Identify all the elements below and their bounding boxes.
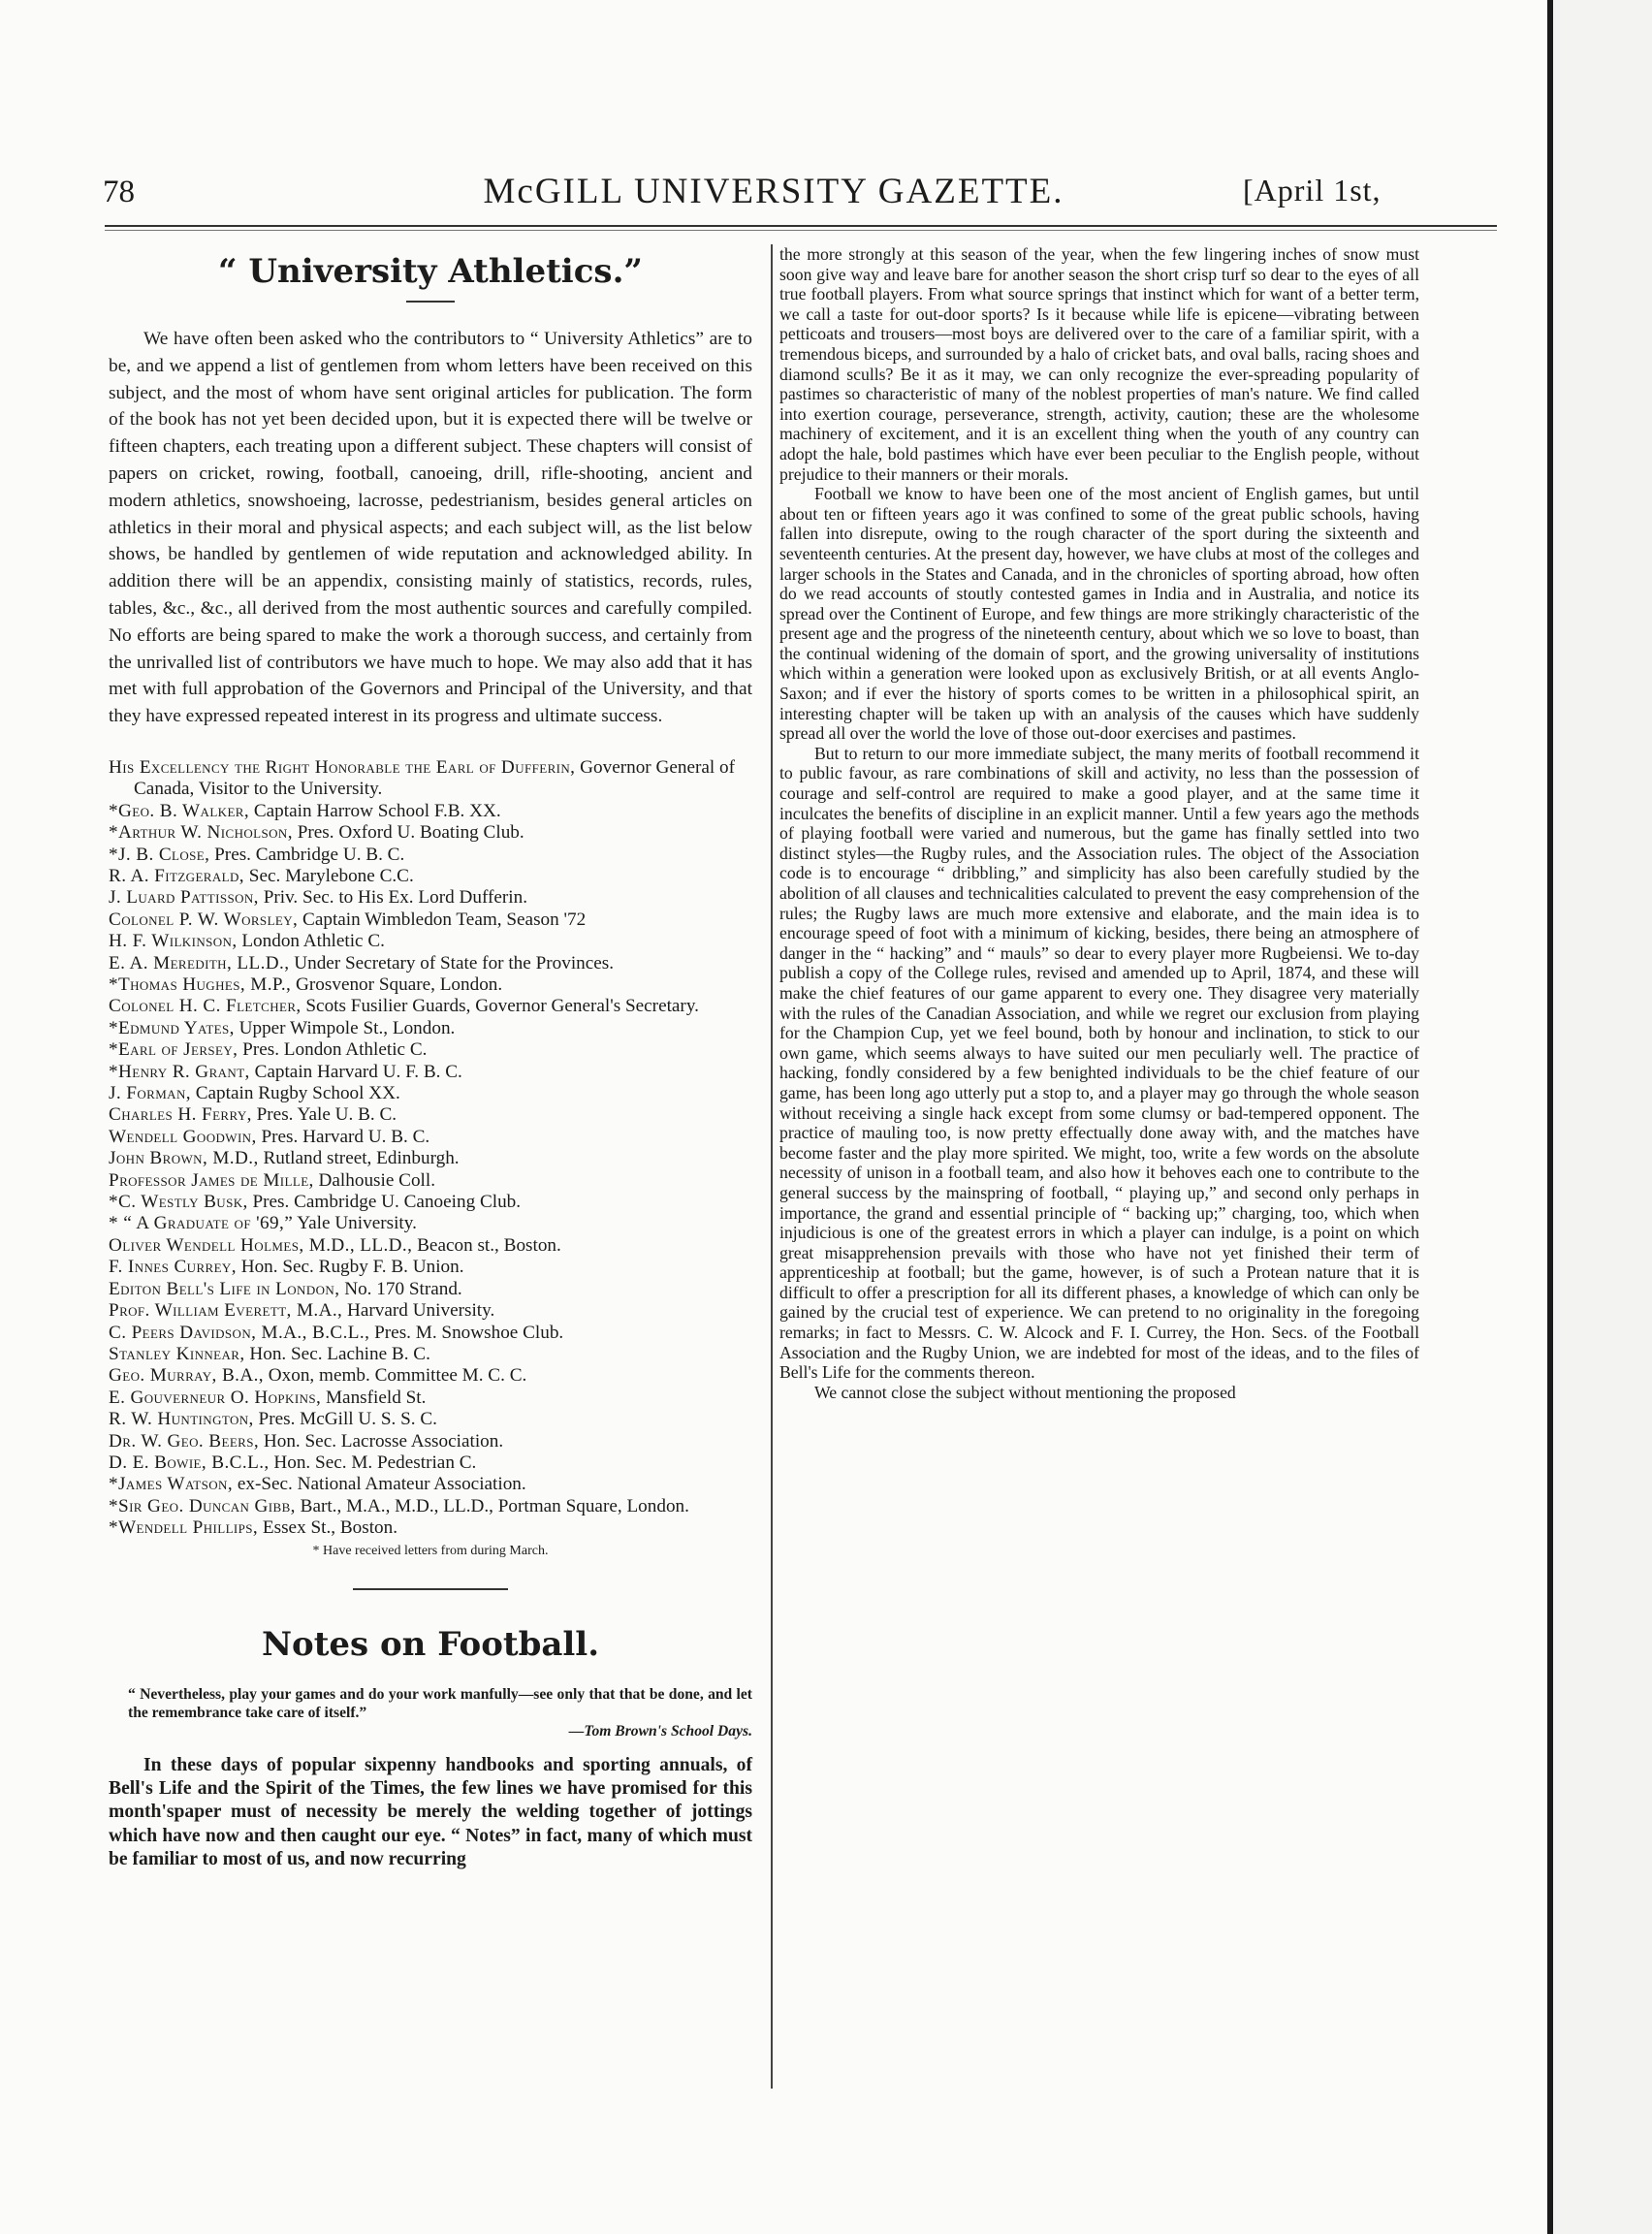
contributor-name: *Henry R. Grant, <box>109 1061 250 1082</box>
contributor-entry <box>109 1431 752 1452</box>
contributor-name: Oliver Wendell Holmes, M.D., LL.D., <box>109 1234 413 1256</box>
contributor-entry <box>109 1192 752 1213</box>
contributor-name: Colonel H. C. Fletcher, <box>109 996 302 1017</box>
contributor-name: Stanley Kinnear, <box>109 1343 245 1364</box>
contributor-entry <box>109 1104 752 1126</box>
contributor-name: D. E. Bowie, B.C.L., <box>109 1452 270 1473</box>
contributor-entry <box>109 974 752 996</box>
contributor-detail: Essex St., Boston. <box>258 1517 398 1539</box>
contributor-name: J. Luard Pattisson, <box>109 887 259 909</box>
contributor-name: R. A. Fitzgerald, <box>109 865 244 886</box>
contributor-detail: Captain Rugby School XX. <box>190 1083 400 1104</box>
contributor-detail: Hon. Sec. Rugby F. B. Union. <box>236 1257 464 1278</box>
contributor-entry <box>109 1517 752 1539</box>
contributor-detail: Sec. Marylebone C.C. <box>243 865 414 886</box>
contributor-entry <box>109 1039 752 1061</box>
section-title-football: Notes on Football. <box>261 1624 600 1664</box>
contributor-entry <box>109 1388 752 1409</box>
contributor-name: Colonel P. W. Worsley, <box>109 909 299 930</box>
contributor-entry <box>109 1300 752 1322</box>
header-rule-thin <box>105 230 1497 231</box>
contributor-name: Dr. W. Geo. Beers, <box>109 1430 260 1452</box>
contributor-detail: ex-Sec. National Amateur Association. <box>233 1474 526 1495</box>
contributor-name: *Arthur W. Nicholson, <box>109 822 293 844</box>
contributor-entry <box>109 1213 752 1234</box>
contributor-name: His Excellency the Right Honorable the Earl of Dufferin, <box>109 756 576 778</box>
contributor-entry <box>109 1083 752 1104</box>
contributor-detail: Hon. Sec. M. Pedestrian C. <box>269 1452 477 1473</box>
contributor-detail: Rutland street, Edinburgh. <box>258 1148 460 1169</box>
contributor-entry <box>109 1474 752 1495</box>
contributor-detail: Dalhousie Coll. <box>313 1169 435 1191</box>
title-rule <box>406 301 455 303</box>
contributor-name: *Earl of Jersey, <box>109 1039 238 1061</box>
contributor-detail: Oxon, memb. Committee M. C. C. <box>264 1365 527 1387</box>
footnote: * Have received letters from during March. <box>312 1543 549 1558</box>
contributor-name: F. Innes Currey, <box>109 1257 237 1278</box>
adjacent-page-edge <box>1547 0 1652 2234</box>
contributor-name: J. Forman, <box>109 1083 191 1104</box>
contributor-entry <box>109 1452 752 1474</box>
contributor-name: E. Gouverneur O. Hopkins, <box>109 1387 322 1408</box>
epigraph: “ Nevertheless, play your games and do your work manfully—see only that that be done, and let the remembrance take care of itself.” <box>128 1685 752 1721</box>
athletics-paragraph: We have often been asked who the contributors to “ University Athletics” are to be, and we append a list of gentlemen from whom letters have been received on this subject, and the most of whom have sent original articles for publication. The form of the book has not yet been decided upon, but it is expected there will be twelve or fifteen chapters, each treating upon a different subject. These chapters will consist of papers on cricket, rowing, football, canoeing, drill, rifle-shooting, ancient and modern athletics, snowshoeing, lacrosse, pedestrianism, besides general articles on athletics in their moral and physical aspects; and each subject will, as the list below shows, be handled by gentlemen of wide reputation and acknowledged ability. In addition there will be an appendix, consisting mainly of statistics, records, rules, tables, &c., &c., all derived from the most authentic sources and carefully compiled. No efforts are being spared to make the work a thorough success, and certainly from the unrivalled list of contributors we have much to hope. We may also add that it has met with full approbation of the Governors and Principal of the University, and that they have expressed repeated interest in its progress and ultimate success. <box>109 329 752 727</box>
contributor-name: *Wendell Phillips, <box>109 1517 259 1539</box>
epigraph-source: —Tom Brown's School Days. <box>568 1722 752 1739</box>
contributor-entry <box>109 1409 752 1430</box>
contributor-detail: No. 170 Strand. <box>339 1278 462 1299</box>
issue-date: [April 1st, <box>1243 173 1382 207</box>
contributor-entry <box>109 1365 752 1387</box>
contributor-detail: Under Secretary of State for the Provinces. <box>289 952 615 973</box>
contributor-entry <box>109 801 752 822</box>
contributor-name: *Edmund Yates, <box>109 1017 235 1038</box>
right-column <box>779 244 1419 1402</box>
contributor-entry <box>109 1235 752 1257</box>
contributor-detail: Grosvenor Square, London. <box>291 974 503 996</box>
contributor-detail: Priv. Sec. to His Ex. Lord Dufferin. <box>258 887 528 909</box>
contributor-entry <box>109 1170 752 1192</box>
contributor-name: * “ A Graduate of '69,” <box>109 1213 294 1234</box>
contributor-name: Charles H. Ferry, <box>109 1104 252 1126</box>
football-paragraph: But to return to our more immediate subject, the many merits of football recommend it to public favour, as rare combinations of skill and activity, no less than the possession of courage and self-control are required to make a good player, and at the same time it inculcates the benefits of discipline in an explicit manner. Until a few years ago the methods of playing football were varied and numerous, but the game has finally settled into two distinct styles—the Rugby rules, and the Association rules. The object of the Association code is to encourage “ dribbling,” and simplicity has also been carefully studied by the abolition of all clauses and technicalities calculated to prevent the easy comprehension of the rules; the Rugby laws are much more extensive and elaborate, and the main idea is to encourage speed of foot with a minimum of kicking, besides, there being an atmosphere of danger in the “ hacking” and “ mauls” so dear to every player more Rugbeiensi. We to-day publish a copy of the College rules, revised and amended up to April, 1874, and these will make the chief features of our game apparent to every one. They disagree very materially with the rules of the Canadian Association, and while we regret our exclusion from playing for the Champion Cup, yet we feel bound, both by honour and inclination, to stick to our own game, which seems always to have suited our men peculiarly well. The practice of hacking, fondly considered by a few benighted individuals to be the chief feature of our game, has been long ago utterly put a stop to, and a player may go through the whole season without receiving a single hack except from some clumsy or bad-tempered opponent. The practice of mauling too, is now pretty effectually done away with, and the matches have become faster and the play more spirited. We might, too, write a few words on the absolute necessity of unison in a football team, and also how it behoves each one to contribute to the general success by the mainspring of football, “ playing up,” and second only perhaps in importance, the grand and essential principle of “ backing up;” charging, too, which when injudicious is one of the greatest errors in which a player can indulge, is a point on which great misapprehension prevails with those who have not yet finished their term of apprenticeship at football; but the game, however, is of such a Protean nature that it is difficult to offer a prescription for all its different phases, a knowledge of which can only be gained by the crucial test of experience. We can pretend to no originality in the foregoing remarks; in fact to Messrs. C. W. Alcock and F. I. Currey, the Hon. Secs. of the Football Association and the Rugby Union, we are indebted for most of the ideas, and to the files of Bell's Life for the comments thereon. <box>779 743 1419 1383</box>
contributor-entry <box>109 1062 752 1083</box>
contributors-list <box>109 757 752 1540</box>
contributor-detail: Beacon st., Boston. <box>412 1234 561 1256</box>
contributor-entry <box>109 887 752 909</box>
contributor-name: C. Peers Davidson, M.A., B.C.L., <box>109 1322 370 1343</box>
contributor-detail: Harvard University. <box>342 1300 495 1322</box>
contributor-entry <box>109 757 752 801</box>
football-paragraph: Football we know to have been one of the most ancient of English games, but until about ten or fifteen years ago it was confined to some of the great public schools, having fallen into disrepute, owing to the rough character of the sport during the sixteenth and seventeenth centuries. At the present day, however, we have clubs at most of the colleges and larger schools in the States and Canada, and in the chronicles of sporting abroad, how often do we read accounts of stoutly contested games in India and in Australia, and notice its spread over the Continent of Europe, and few things are more strikingly characteristic of the present age and the progress of the nineteenth century, about which we so love to boast, than the continual widening of the domain of sport, and the growing universality of institutions which within a generation were looked upon as exclusively British, or at all events Anglo-Saxon; and if ever the history of sports comes to be written in a philosophical spirit, an interesting chapter will be taken up with an analysis of the causes which have suddenly spread all over the world the love of those out-door exercises and pastimes. <box>779 484 1419 744</box>
contributor-detail: Pres. Cambridge U. Canoeing Club. <box>247 1192 522 1213</box>
contributor-name: *James Watson, <box>109 1474 234 1495</box>
contributor-name: Professor James de Mille, <box>109 1169 314 1191</box>
contributor-entry <box>109 1344 752 1365</box>
page-number: 78 <box>103 175 135 209</box>
header-rule <box>105 225 1497 227</box>
contributor-name: *Thomas Hughes, M.P., <box>109 974 292 996</box>
contributor-entry <box>109 822 752 844</box>
contributor-detail: Upper Wimpole St., London. <box>234 1017 456 1038</box>
contributor-name: Prof. William Everett, M.A., <box>109 1300 343 1322</box>
contributor-detail: Yale University. <box>293 1213 417 1234</box>
contributor-detail: Pres. Oxford U. Boating Club. <box>292 822 524 844</box>
contributor-detail: London Athletic C. <box>237 931 385 952</box>
contributor-entry <box>109 845 752 866</box>
contributor-name: E. A. Meredith, LL.D., <box>109 952 290 973</box>
contributor-detail: Bart., M.A., M.D., LL.D., Portman Square, London. <box>295 1495 689 1516</box>
contributor-entry <box>109 953 752 974</box>
section-rule <box>353 1588 508 1590</box>
contributor-name: John Brown, M.D., <box>109 1148 259 1169</box>
contributor-detail: Hon. Sec. Lachine B. C. <box>244 1343 430 1364</box>
contributor-entry <box>109 1018 752 1039</box>
contributor-name: *Geo. B. Walker, <box>109 800 250 821</box>
contributor-detail: Pres. McGill U. S. S. C. <box>253 1409 437 1430</box>
contributor-detail: Captain Harrow School F.B. XX. <box>249 800 501 821</box>
contributor-detail: Pres. Cambridge U. B. C. <box>209 844 405 865</box>
contributor-name: H. F. Wilkinson, <box>109 931 238 952</box>
left-column <box>109 244 752 1872</box>
masthead: McGILL UNIVERSITY GAZETTE. <box>483 172 1064 211</box>
contributor-detail: Captain Harvard U. F. B. C. <box>249 1061 462 1082</box>
contributor-name: R. W. Huntington, <box>109 1409 254 1430</box>
contributor-detail: Mansfield St. <box>321 1387 427 1408</box>
contributor-name: Editon Bell's Life in London, <box>109 1278 340 1299</box>
contributor-name: Geo. Murray, B.A., <box>109 1365 264 1387</box>
contributor-detail: Pres. Yale U. B. C. <box>251 1104 397 1126</box>
contributor-entry <box>109 1279 752 1300</box>
section-title-athletics: “ University Athletics.” <box>218 252 643 291</box>
football-paragraph: the more strongly at this season of the year, when the few lingering inches of snow must soon give way and leave bare for another season the short crisp turf so dear to the eyes of all true football players. From what source springs that instinct which for want of a better term, we call a taste for out-door sports? Is it because while life is epicene—vibrating between petticoats and trousers—most boys are delivered over to the care of a familiar spirit, with a tremendous biceps, and surrounded by a halo of cricket bats, and oval balls, racing shoes and diamond sculls? Be it as it may, we can only recognize the ever-spreading popularity of pastimes so characteristic of many of the noblest properties of man's nature. We find called into exertion courage, perseverance, strength, activity, caution; these are the wholesome machinery of excitement, and it is an excellent thing when the youth of any country can adopt the hale, bold pastimes which have ever been peculiar to the English people, without prejudice to their manners or their morals. <box>779 244 1419 484</box>
contributor-entry <box>109 910 752 931</box>
contributor-name: Wendell Goodwin, <box>109 1126 257 1147</box>
football-paragraph: We cannot close the subject without mentioning the proposed <box>814 1382 1236 1402</box>
contributor-detail: Governor General of Canada, Visitor to the University. <box>134 756 735 800</box>
contributor-detail: Hon. Sec. Lacrosse Association. <box>259 1430 504 1452</box>
contributor-detail: Pres. Harvard U. B. C. <box>256 1126 430 1147</box>
contributor-name: *J. B. Close, <box>109 844 210 865</box>
contributor-entry <box>109 866 752 887</box>
contributor-name: *C. Westly Busk, <box>109 1192 248 1213</box>
contributor-entry <box>109 931 752 952</box>
contributor-detail: Captain Wimbledon Team, Season '72 <box>298 909 587 930</box>
contributor-detail: Pres. London Athletic C. <box>238 1039 428 1061</box>
contributor-name: *Sir Geo. Duncan Gibb, <box>109 1495 296 1516</box>
contributor-entry <box>109 996 752 1017</box>
contributor-entry <box>109 1496 752 1517</box>
contributor-entry <box>109 1148 752 1169</box>
contributor-detail: Scots Fusilier Guards, Governor General's Secretary. <box>301 996 699 1017</box>
contributor-entry <box>109 1127 752 1148</box>
contributor-entry <box>109 1257 752 1278</box>
contributor-detail: Pres. M. Snowshoe Club. <box>369 1322 564 1343</box>
contributor-entry <box>109 1323 752 1344</box>
football-intro: In these days of popular sixpenny handbooks and sporting annuals, of Bell's Life and the Spirit of the Times, the few lines we have promised for this month'spaper must of necessity be merely the welding together of jottings which have now and then caught our eye. “ Notes” in fact, many of which must be familiar to most of us, and now recurring <box>109 1754 752 1870</box>
column-divider <box>771 244 773 2089</box>
